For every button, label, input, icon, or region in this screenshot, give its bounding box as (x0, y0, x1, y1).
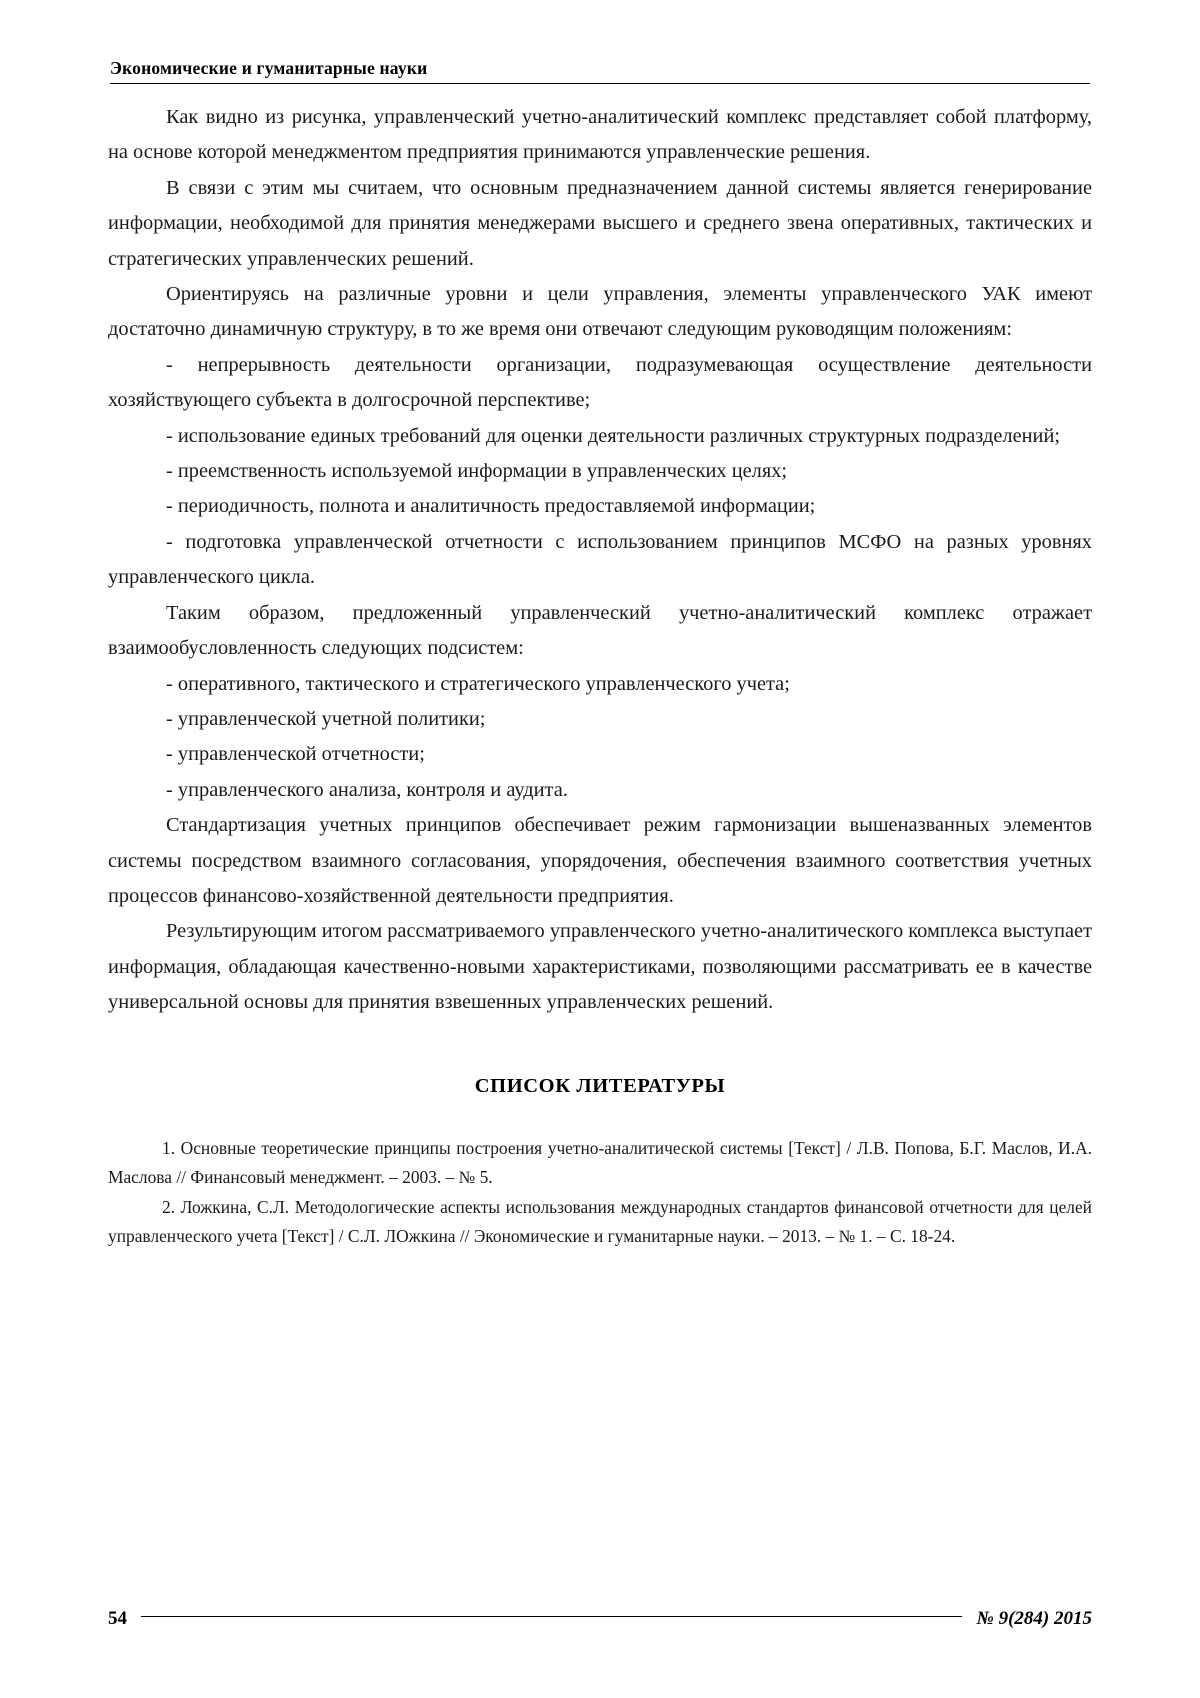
list-item: - периодичность, полнота и аналитичность предоставляемой информации; (166, 495, 816, 518)
paragraph: Ориентируясь на различные уровни и цели управления, элементы управленческого УАК имеют достаточно динамичную структуру, в то же время они отвечают следующим руководящим положениям: (108, 283, 1092, 341)
paragraph: Стандартизация учетных принципов обеспечивает режим гармонизации вышеназванных элементов системы посредством взаимного согласования, упорядочения, обеспечения взаимного соответствия учетных процессов финансово-хозяйственной деятельности предприятия. (108, 814, 1092, 907)
issue-label: № 9(284) 2015 (976, 1608, 1092, 1629)
paragraph: Таким образом, предложенный управленческий учетно-аналитический комплекс отражает взаимообусловленность следующих подсистем: (108, 601, 1092, 660)
list-item: - оперативного, тактического и стратегического управленческого учета; (166, 672, 790, 695)
footer-divider (141, 1616, 962, 1617)
paragraph: Как видно из рисунка, управленческий учетно-аналитический комплекс представляет собой платформу, на основе которой менеджментом предприятия принимаются управленческие решения. (108, 106, 1092, 164)
page-footer (108, 1608, 1092, 1630)
list-item: - преемственность используемой информации в управленческих целях; (166, 460, 788, 483)
list-item: - подготовка управленческой отчетности с использованием принципов МСФО на разных уровнях управленческого цикла. (108, 530, 1092, 589)
list-item: - управленческой отчетности; (166, 743, 425, 766)
page-content (108, 100, 1092, 1252)
references-heading: СПИСОК ЛИТЕРАТУРЫ (474, 1074, 726, 1097)
list-item: - управленческого анализа, контроля и аудита. (166, 778, 568, 801)
paragraph: Результирующим итогом рассматриваемого управленческого учетно-аналитического комплекса выступает информация, обладающая качественно-новыми характеристиками, позволяющими рассматривать ее в качестве универсальной основы для принятия взвешенных управленческих решений. (108, 920, 1092, 1014)
list-item: - управленческой учетной политики; (166, 707, 486, 730)
list-item: - использование единых требований для оценки деятельности различных структурных подразделений; (166, 424, 1061, 447)
reference-item: 1. Основные теоретические принципы построения учетно-аналитической системы [Текст] / Л.В. Попова, Б.Г. Маслов, И.А. Маслова // Финансовый менеджмент. – 2003. – № 5. (108, 1137, 1092, 1188)
page-number: 54 (108, 1608, 127, 1629)
header-divider (110, 83, 1090, 84)
list-item: - непрерывность деятельности организации, подразумевающая осуществление деятельности хозяйствующего субъекта в долгосрочной перспективе; (108, 353, 1092, 412)
running-title: Экономические и гуманитарные науки (110, 58, 428, 78)
page-header (110, 58, 1090, 84)
paragraph: В связи с этим мы считаем, что основным предназначением данной системы является генерирование информации, необходимой для принятия менеджерами высшего и среднего звена оперативных, тактических и стратегических управленческих решений. (108, 176, 1092, 270)
reference-item: 2. Ложкина, С.Л. Методологические аспекты использования международных стандартов финансовой отчетности для целей управленческого учета [Текст] / С.Л. ЛОжкина // Экономические и гуманитарные науки. – 2013. – № 1. – С. 18-24. (108, 1196, 1092, 1247)
